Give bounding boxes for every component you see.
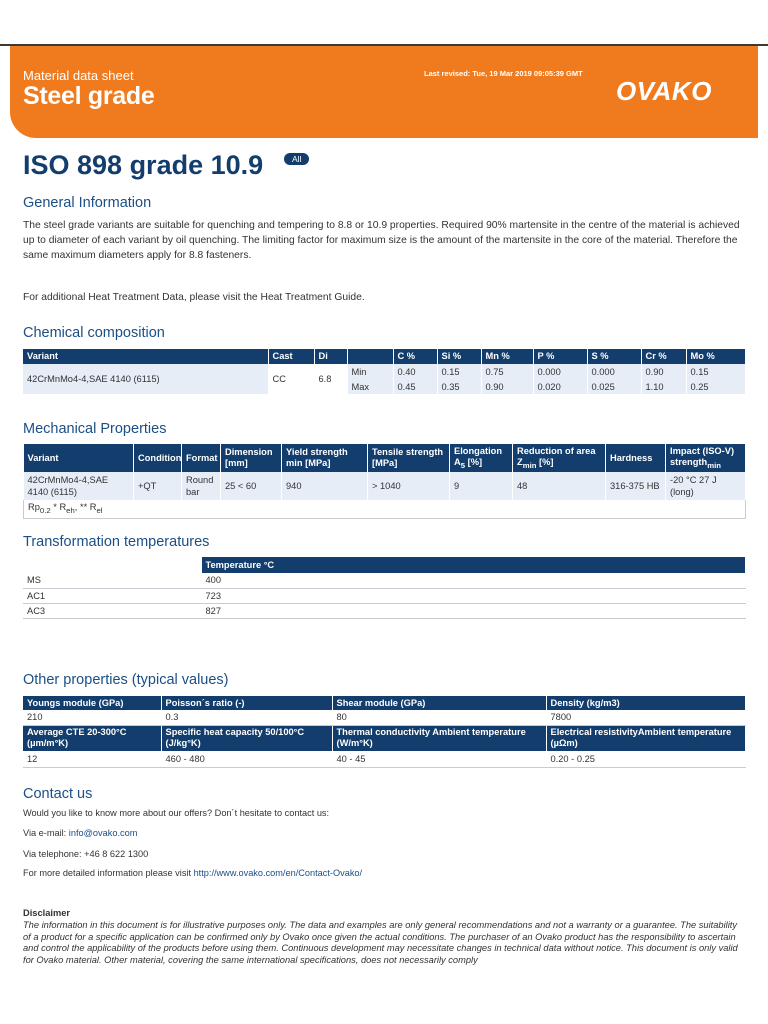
other-conductivity: 40 - 45	[332, 751, 546, 767]
other-row-2	[23, 751, 745, 767]
mech-col-elongation: Elongation $A_5$ [%]	[450, 444, 513, 472]
chem-max-mn: 0.90	[481, 379, 533, 394]
mech-col-yield: Yield strength min [MPa]	[282, 444, 368, 472]
mech-col-tensile: Tensile strength [MPa]	[368, 444, 450, 472]
page-title: ISO 898 grade 10.9	[23, 150, 264, 180]
other-row-1	[23, 710, 745, 725]
contact-url-link[interactable]: http://www.ovako.com/en/Contact-Ovako/	[193, 868, 363, 878]
chem-col-minmax	[347, 349, 393, 364]
trans-value-ac3: 827	[201, 603, 745, 618]
chem-header-row	[23, 349, 745, 364]
mech-col-reduction: Reduction of area $Z_{min}$ [%]	[513, 444, 606, 472]
mech-reduction: 48	[513, 472, 606, 500]
chem-col-cr: Cr %	[641, 349, 686, 364]
trans-row-ms	[23, 573, 745, 588]
general-heading: General Information	[23, 195, 152, 211]
chem-max-p: 0.020	[533, 379, 587, 394]
other-col-heat-capacity: Specific heat capacity 50/100°C (J/kg°K)	[161, 725, 332, 751]
other-col-cte: Average CTE 20-300°C (µm/m°K)	[23, 725, 161, 751]
chem-di: 6.8	[314, 364, 347, 394]
chem-col-c: C %	[393, 349, 437, 364]
chem-min-cr: 0.90	[641, 364, 686, 379]
chem-min-p: 0.000	[533, 364, 587, 379]
contact-more-label: For more detailed information please visit	[23, 868, 194, 878]
chem-heading: Chemical composition	[23, 325, 165, 341]
other-header-row-2	[23, 725, 745, 751]
mech-col-condition: Condition	[134, 444, 182, 472]
chem-col-mn: Mn %	[481, 349, 533, 364]
trans-table	[23, 557, 746, 619]
trans-col-temp: Temperature °C	[201, 557, 745, 573]
contact-email-label: Via e-mail:	[23, 828, 69, 838]
trans-row-ac1	[23, 588, 745, 603]
mech-footnote: $Rp_{0.2} * R_{eh}$, ** $R_{el}$	[24, 500, 746, 518]
trans-value-ac1: 723	[201, 588, 745, 603]
trans-header-row	[23, 557, 745, 573]
other-col-poisson: Poisson´s ratio (-)	[161, 696, 332, 710]
chem-variant: 42CrMnMo4-4,SAE 4140 (6115)	[23, 364, 268, 394]
contact-intro: Would you like to know more about our offers? Don´t hesitate to contact us:	[23, 808, 330, 818]
other-resistivity: 0.20 - 0.25	[546, 751, 745, 767]
mech-impact: -20 °C 27 J (long)	[666, 472, 746, 500]
variant-badge[interactable]: All	[284, 153, 309, 165]
header-subtitle: Material data sheet	[23, 68, 134, 83]
trans-value-ms: 400	[201, 573, 745, 588]
other-shear: 80	[332, 710, 546, 725]
chem-min-s: 0.000	[587, 364, 641, 379]
other-col-shear: Shear module (GPa)	[332, 696, 546, 710]
chem-min-si: 0.15	[437, 364, 481, 379]
trans-heading: Transformation temperatures	[23, 534, 210, 550]
ovako-logo: OVAKO	[616, 76, 712, 106]
other-heat-capacity: 460 - 480	[161, 751, 332, 767]
mech-col-variant: Variant	[24, 444, 134, 472]
trans-label-ms: MS	[23, 573, 201, 588]
disclaimer-text: The information in this document is for illustrative purposes only. The data and examples are only general recommendations and not a warranty or a guarantee. The suitability of a product for a specific application can be confirmed only by Ovako once given the actual conditions. The purchaser of an Ovako product has the responsibility to ascertain and control the applicability of the products before using them. Continuous development may necessitate changes in technical data without notice. This document is only valid for Ovako material. Other material, covering the same international specifications, does not necessarily comply	[23, 920, 738, 965]
trans-label-ac1: AC1	[23, 588, 201, 603]
other-poisson: 0.3	[161, 710, 332, 725]
chem-max-si: 0.35	[437, 379, 481, 394]
chem-col-mo: Mo %	[686, 349, 745, 364]
mech-table	[23, 444, 746, 519]
chem-col-variant: Variant	[23, 349, 268, 364]
other-col-conductivity: Thermal conductivity Ambient temperature (W/m°K)	[332, 725, 546, 751]
mech-hardness: 316-375 HB	[606, 472, 666, 500]
chem-max-cr: 1.10	[641, 379, 686, 394]
other-density: 7800	[546, 710, 745, 725]
mech-yield: 940	[282, 472, 368, 500]
chem-min-label: Min	[347, 364, 393, 379]
mech-header-row	[24, 444, 746, 472]
chem-col-p: P %	[533, 349, 587, 364]
mech-col-format: Format	[182, 444, 221, 472]
mech-elongation: 9	[450, 472, 513, 500]
other-col-density: Density (kg/m3)	[546, 696, 745, 710]
mech-data-row	[24, 472, 746, 500]
chem-max-c: 0.45	[393, 379, 437, 394]
chem-min-mn: 0.75	[481, 364, 533, 379]
other-table	[23, 696, 746, 768]
chem-min-c: 0.40	[393, 364, 437, 379]
chem-max-s: 0.025	[587, 379, 641, 394]
other-heading: Other properties (typical values)	[23, 672, 229, 688]
heat-treatment-note: For additional Heat Treatment Data, please visit the Heat Treatment Guide.	[23, 292, 365, 303]
contact-phone: Via telephone: +46 8 622 1300	[23, 849, 149, 859]
contact-more-line	[23, 868, 362, 878]
chem-col-s: S %	[587, 349, 641, 364]
other-col-resistivity: Electrical resistivityAmbient temperature (µΩm)	[546, 725, 745, 751]
chem-cast: CC	[268, 364, 314, 394]
chem-col-si: Si %	[437, 349, 481, 364]
other-col-youngs: Youngs module (GPa)	[23, 696, 161, 710]
last-revised: Last revised: Tue, 19 Mar 2019 09:05:39 GMT	[424, 69, 583, 78]
mech-heading: Mechanical Properties	[23, 421, 167, 437]
mech-variant: 42CrMnMo4-4,SAE 4140 (6115)	[24, 472, 134, 500]
chem-max-mo: 0.25	[686, 379, 745, 394]
contact-email-line	[23, 828, 137, 838]
mech-format: Round bar	[182, 472, 221, 500]
mech-col-hardness: Hardness	[606, 444, 666, 472]
mech-footnote-row	[24, 500, 746, 518]
disclaimer-heading: Disclaimer	[23, 908, 71, 918]
general-text: The steel grade variants are suitable for quenching and tempering to 8.8 or 10.9 properties. Required 90% martensite in the centre of the material is achieved up to diameter of each variant by oil quenching. The limiting factor for maximum size is the amount of the martensite in the core of the material. Therefore the same maximum diameters apply for 8.8 fasteners.	[23, 220, 740, 261]
header-title: Steel grade	[23, 82, 155, 110]
other-header-row-1	[23, 696, 745, 710]
chem-table	[23, 349, 746, 394]
contact-heading: Contact us	[23, 786, 93, 802]
chem-row-min	[23, 364, 745, 379]
mech-tensile: > 1040	[368, 472, 450, 500]
mech-col-impact: Impact (ISO-V) strength$_{min}$	[666, 444, 746, 472]
other-cte: 12	[23, 751, 161, 767]
header-banner	[10, 46, 758, 138]
mech-dimension: 25 < 60	[221, 472, 282, 500]
trans-row-ac3	[23, 603, 745, 618]
chem-max-label: Max	[347, 379, 393, 394]
chem-min-mo: 0.15	[686, 364, 745, 379]
chem-col-di: Di	[314, 349, 347, 364]
mech-condition: +QT	[134, 472, 182, 500]
trans-label-ac3: AC3	[23, 603, 201, 618]
mech-col-dimension: Dimension [mm]	[221, 444, 282, 472]
chem-col-cast: Cast	[268, 349, 314, 364]
other-youngs: 210	[23, 710, 161, 725]
contact-email-link[interactable]: info@ovako.com	[68, 828, 138, 838]
